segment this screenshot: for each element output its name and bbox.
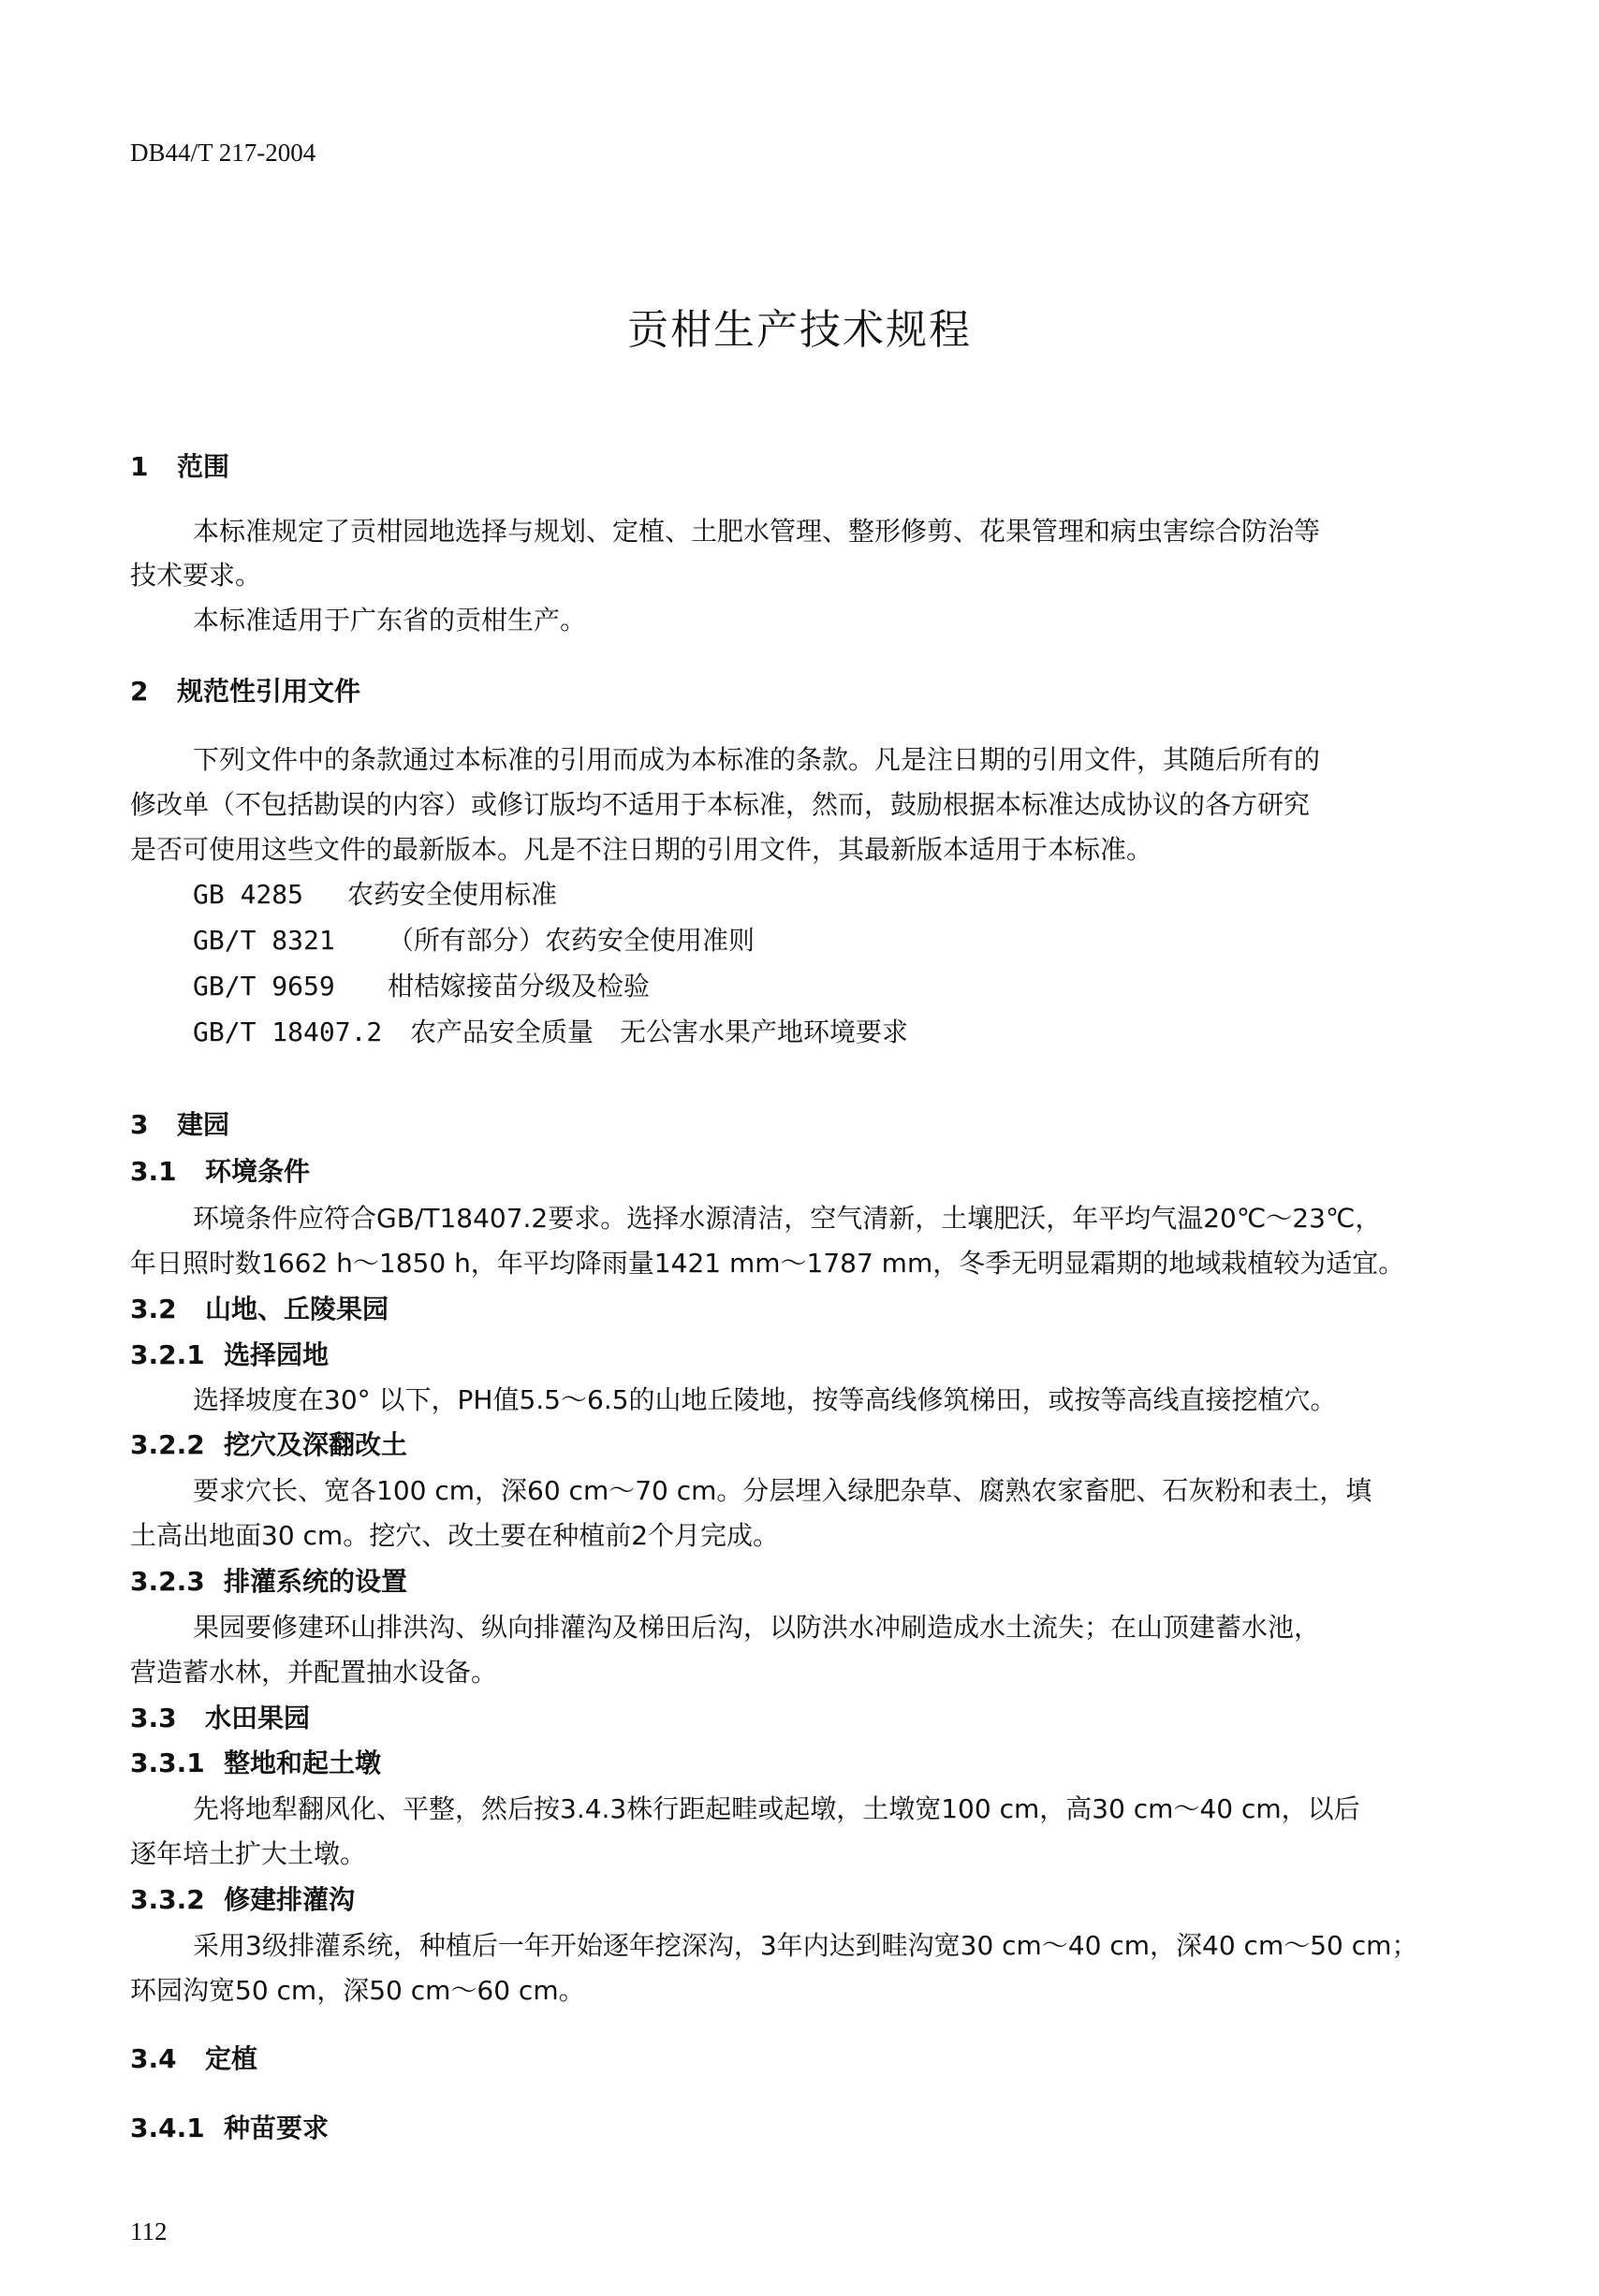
subsection-3-1-heading [130,1151,310,1189]
subsection-number: 3.3.2 [130,1884,205,1915]
section-1-heading [130,446,229,484]
subsection-number: 3.3 [130,1703,177,1733]
paragraph-line: 土高出地面30 cm。挖穴、改土要在种植前2个月完成。 [130,1520,780,1551]
subsection-number: 3.2.3 [130,1566,205,1597]
subsection-title: 种苗要求 [224,2113,330,2143]
subsection-number: 3.2 [130,1294,177,1324]
reference-name: 农产品安全质量 无公害水果产地环境要求 [410,1016,909,1047]
subsection-3-4-1-heading [130,2108,329,2145]
section-number: 2 [130,676,149,707]
reference-name: 柑桔嫁接苗分级及检验 [388,971,651,1002]
section-3-heading [130,1104,229,1142]
paragraph-line: 本标准适用于广东省的贡柑生产。 [193,605,587,636]
subsection-number: 3.4 [130,2043,177,2074]
page-number: 112 [130,2217,168,2245]
reference-item [193,966,650,1003]
subsection-3-2-heading [130,1289,389,1326]
reference-code: GB/T 9659 [193,971,335,1002]
section-number: 1 [130,451,149,482]
subsection-3-2-1-heading [130,1335,329,1372]
reference-item [193,920,755,958]
section-2-heading [130,671,360,709]
section-number: 3 [130,1109,149,1140]
paragraph-line: 要求穴长、宽各100 cm，深60 cm～70 cm。分层埋入绿肥杂草、腐熟农家畜肥、石灰粉和表土，填 [193,1475,1372,1506]
subsection-3-4-heading [130,2039,257,2076]
section-title: 范围 [177,451,230,482]
subsection-title: 整地和起土墩 [224,1748,382,1778]
paragraph-line: 年日照时数1662 h～1850 h，年平均降雨量1421 mm～1787 mm，冬季无明显霜期的地域栽植较为适宜。 [130,1248,1405,1279]
subsection-title: 定植 [205,2043,258,2074]
section-title: 建园 [177,1109,230,1140]
reference-item [193,1012,908,1049]
subsection-title: 修建排灌沟 [224,1884,356,1915]
subsection-3-2-3-heading [130,1561,407,1599]
reference-name: 农药安全使用标准 [347,879,558,910]
subsection-number: 3.3.1 [130,1748,205,1778]
reference-code: GB/T 18407.2 [193,1016,383,1047]
reference-code: GB 4285 [193,879,304,910]
reference-item [193,874,557,912]
subsection-3-3-heading [130,1698,310,1735]
subsection-title: 挖穴及深翻改土 [224,1429,408,1460]
paragraph-line: 采用3级排灌系统，种植后一年开始逐年挖深沟，3年内达到畦沟宽30 cm～40 cm，深40 cm～50 cm； [193,1930,1418,1961]
subsection-title: 山地、丘陵果园 [205,1294,389,1324]
paragraph-line: 是否可使用这些文件的最新版本。凡是不注日期的引用文件，其最新版本适用于本标准。 [130,834,1153,865]
paragraph-line: 环园沟宽50 cm，深50 cm～60 cm。 [130,1975,585,2006]
reference-code: GB/T 8321 [193,925,335,956]
paragraph-line: 本标准规定了贡柑园地选择与规划、定植、土肥水管理、整形修剪、花果管理和病虫害综合防治等 [193,516,1321,547]
document-title: 贡柑生产技术规程 [627,306,972,354]
subsection-number: 3.1 [130,1156,177,1187]
paragraph-line: 修改单（不包括勘误的内容）或修订版均不适用于本标准，然而，鼓励根据本标准达成协议的各方研究 [130,789,1311,820]
paragraph-line: 下列文件中的条款通过本标准的引用而成为本标准的条款。凡是注日期的引用文件，其随后所有的 [193,744,1321,775]
subsection-3-3-2-heading [130,1879,355,1917]
paragraph-line: 环境条件应符合GB/T18407.2要求。选择水源清洁，空气清新，土壤肥沃，年平均气温20℃～23℃， [193,1203,1382,1234]
subsection-title: 排灌系统的设置 [224,1566,408,1597]
subsection-number: 3.4.1 [130,2113,205,2143]
subsection-number: 3.2.2 [130,1429,205,1460]
section-title: 规范性引用文件 [177,676,361,707]
paragraph-line: 技术要求。 [130,560,262,591]
subsection-number: 3.2.1 [130,1339,205,1370]
paragraph-line: 选择坡度在30° 以下，PH值5.5～6.5的山地丘陵地，按等高线修筑梯田，或按等高线直接挖植穴。 [193,1384,1337,1415]
subsection-title: 环境条件 [205,1156,311,1187]
paragraph-line: 逐年培土扩大土墩。 [130,1838,367,1869]
subsection-title: 选择园地 [224,1339,330,1370]
subsection-title: 水田果园 [205,1703,311,1733]
reference-name: （所有部分）农药安全使用准则 [388,925,755,956]
paragraph-line: 果园要修建环山排洪沟、纵向排灌沟及梯田后沟，以防洪水冲刷造成水土流失；在山顶建蓄水池， [193,1612,1321,1643]
subsection-3-3-1-heading [130,1743,381,1780]
standard-code: DB44/T 217-2004 [130,139,316,167]
subsection-3-2-2-heading [130,1425,407,1462]
paragraph-line: 营造蓄水林，并配置抽水设备。 [130,1657,498,1688]
paragraph-line: 先将地犁翻风化、平整，然后按3.4.3株行距起畦或起墩，土墩宽100 cm，高30 cm～40 cm，以后 [193,1793,1360,1824]
